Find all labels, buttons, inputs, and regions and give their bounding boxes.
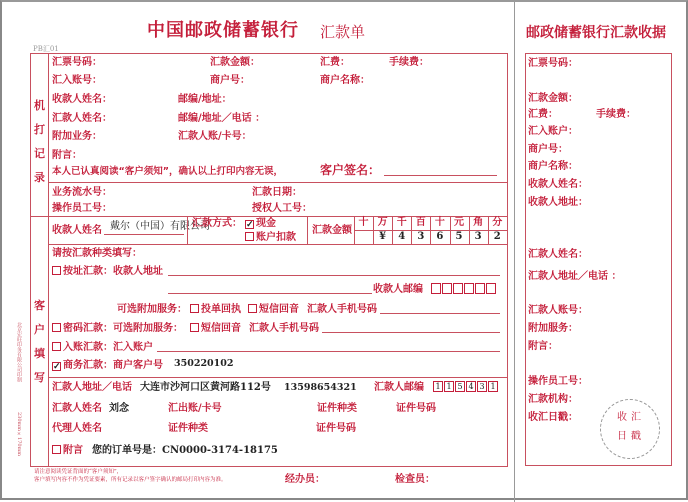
amount-digit[interactable]: 2 bbox=[493, 231, 501, 242]
handling-fee-label: 手续费： bbox=[389, 57, 429, 68]
note-value[interactable]: 您的订单号是：CN0000-3174-18175 bbox=[92, 445, 278, 456]
sms-reply-option-2[interactable]: 短信回音 bbox=[190, 323, 241, 335]
receipt-item-label: 汇费： bbox=[528, 109, 558, 120]
addr-remit-checkbox[interactable] bbox=[52, 266, 61, 275]
id-type-label: 证件种类 bbox=[317, 403, 357, 414]
method-label: 汇款方式： bbox=[192, 218, 242, 229]
receipt-handling-fee-label: 手续费： bbox=[596, 109, 636, 120]
note-option[interactable]: 附言 bbox=[52, 445, 83, 457]
serial-no-label: 业务流水号： bbox=[52, 187, 112, 198]
form-title: 中国邮政储蓄银行 bbox=[147, 20, 299, 41]
payer-addr-label: 汇款人地址／电话 bbox=[52, 382, 132, 393]
section-divider bbox=[48, 54, 49, 466]
printer-credit: 北京宏旺印务有限公司印制 bbox=[16, 322, 22, 382]
delivery-receipt-option[interactable]: 投单回执 bbox=[190, 304, 241, 316]
payee-address-field[interactable] bbox=[168, 275, 500, 276]
payer-mobile-label: 汇款人手机号码 bbox=[307, 304, 377, 315]
fee-label: 汇费： bbox=[320, 57, 350, 68]
amount-unit: 元 bbox=[454, 217, 464, 228]
divider bbox=[48, 182, 507, 183]
payer-name-value[interactable]: 刘念 bbox=[109, 403, 129, 414]
divider bbox=[307, 216, 308, 244]
account-debit-checkbox[interactable] bbox=[245, 232, 254, 241]
receipt-item-label: 汇款金额： bbox=[528, 93, 578, 104]
password-remit-option[interactable]: 密码汇款：可选附加服务： bbox=[52, 323, 183, 335]
fill-by-type-label: 请按汇款种类填写： bbox=[52, 248, 142, 259]
merchant-customer-no[interactable]: 350220102 bbox=[174, 358, 234, 369]
receipt-item-label: 汇款人地址／电话 ： bbox=[528, 271, 622, 282]
payer-name-label: 汇款人姓名： bbox=[52, 113, 112, 124]
payee-address-field-2[interactable] bbox=[168, 293, 372, 294]
signature-label: 客户签名： bbox=[320, 163, 381, 177]
date-stamp-circle bbox=[600, 399, 660, 459]
payee-name-label: 收款人姓名 bbox=[52, 225, 102, 236]
out-account-label: 汇出账/卡号 bbox=[168, 403, 222, 414]
remit-date-label: 汇款日期： bbox=[252, 187, 302, 198]
underline bbox=[104, 234, 184, 235]
business-remit-option[interactable]: ✓ 商务汇款：商户客户号 bbox=[53, 360, 163, 372]
form-code: PB汇01 bbox=[33, 45, 59, 53]
amount-unit: 百 bbox=[415, 217, 426, 228]
divider bbox=[187, 216, 188, 244]
agent-id-type-label: 证件种类 bbox=[168, 423, 208, 434]
size-print: 230mm×170mm bbox=[16, 412, 22, 457]
amount-label: 汇款金额： bbox=[210, 57, 260, 68]
payer-account-label: 汇款人账/卡号： bbox=[178, 131, 252, 142]
post-addr-label: 邮编/地址： bbox=[178, 94, 232, 105]
amount-digit[interactable]: ¥ bbox=[379, 231, 387, 242]
form-title-suffix: 汇款单 bbox=[320, 23, 366, 41]
amount-unit: 十 bbox=[358, 217, 369, 228]
receipt-item-label: 汇款机构： bbox=[528, 394, 578, 405]
cash-checkbox[interactable]: ✓ bbox=[246, 220, 254, 230]
id-no-label: 证件号码 bbox=[396, 403, 436, 414]
handler-label: 经办员： bbox=[285, 474, 325, 485]
amount-label: 汇款金额 bbox=[312, 225, 352, 236]
footer-note-2: 客户填写内容不作为凭证要素，所有记录以客户签字确认的邮局打印内容为准。 bbox=[34, 477, 227, 483]
machine-section-label: 机 打 记 录 bbox=[34, 99, 45, 184]
addr-remit-option[interactable]: 按址汇款：收款人地址 bbox=[52, 266, 163, 278]
merchant-name-label: 商户名称： bbox=[320, 75, 370, 86]
stamp-text-2: 日戳 bbox=[617, 431, 645, 442]
divider bbox=[48, 244, 507, 245]
payee-postcode-label: 收款人邮编 bbox=[373, 284, 423, 295]
payer-postcode-label: 汇款人邮编 bbox=[374, 382, 424, 393]
payer-mobile-field[interactable] bbox=[380, 313, 500, 314]
receipt-item-label: 汇款人姓名： bbox=[528, 249, 588, 260]
sms-reply-option[interactable]: 短信回音 bbox=[248, 304, 299, 316]
receipt-item-label: 商户号： bbox=[528, 144, 568, 155]
payer-mobile-field-2[interactable] bbox=[322, 332, 500, 333]
amount-digit[interactable]: 5 bbox=[455, 231, 463, 242]
merchant-no-label: 商户号： bbox=[210, 75, 250, 86]
amount-unit: 角 bbox=[473, 217, 484, 228]
receipt-item-label: 汇款人账号： bbox=[528, 305, 588, 316]
payer-mobile-label-2: 汇款人手机号码 bbox=[249, 323, 319, 334]
amount-digit[interactable]: 3 bbox=[474, 231, 482, 242]
receipt-item-label: 收汇日戳： bbox=[528, 412, 578, 423]
receipt-item-label: 收款人姓名： bbox=[528, 179, 588, 190]
client-section-label: 客 户 填 写 bbox=[34, 299, 45, 384]
extra-service-label: 附加业务： bbox=[52, 131, 102, 142]
receipt-item-label: 操作员工号： bbox=[528, 376, 588, 387]
payee-name-label: 收款人姓名： bbox=[52, 94, 112, 105]
receipt-item-label: 汇票号码： bbox=[528, 58, 578, 69]
payer-postcode-boxes[interactable]: 1 1 5 4 3 1 bbox=[432, 381, 498, 393]
perforation-line bbox=[514, 2, 515, 502]
account-debit-option[interactable]: 账户扣款 bbox=[245, 232, 296, 244]
stamp-text-1: 收汇 bbox=[617, 412, 645, 423]
payer-tel-value[interactable]: 13598654321 bbox=[284, 382, 357, 393]
cash-option[interactable]: ✓ 现金 bbox=[246, 218, 276, 230]
amount-unit: 千 bbox=[396, 217, 407, 228]
payee-postcode-boxes[interactable] bbox=[430, 283, 496, 298]
account-remit-option[interactable]: 入账汇款：汇入账户 bbox=[52, 342, 153, 354]
operator-no-label: 操作员工号： bbox=[52, 203, 112, 214]
payer-name-label: 汇款人姓名 bbox=[52, 403, 102, 414]
footer-note-1: 请注意阅读凭证背面的“客户须知”， bbox=[34, 469, 123, 475]
amount-unit: 十 bbox=[434, 217, 445, 228]
ticket-no-label: 汇票号码： bbox=[52, 57, 102, 68]
amount-digit[interactable]: 3 bbox=[417, 231, 425, 242]
receipt-title: 邮政储蓄银行汇款收据 bbox=[526, 25, 666, 41]
amount-digit[interactable]: 6 bbox=[436, 231, 444, 242]
in-account-label: 汇入账号： bbox=[52, 75, 102, 86]
payee-name-value[interactable]: 戴尔（中国）有限公司 bbox=[110, 221, 210, 232]
payer-addr-value[interactable]: 大连市沙河口区黄河路112号 bbox=[140, 382, 271, 393]
in-account-field[interactable] bbox=[157, 351, 500, 352]
amount-digit[interactable]: 4 bbox=[398, 231, 406, 242]
receipt-item-label: 附言： bbox=[528, 341, 558, 352]
amount-unit: 分 bbox=[492, 217, 503, 228]
signature-line[interactable] bbox=[384, 175, 497, 176]
divider bbox=[48, 377, 507, 378]
note-label: 附言： bbox=[52, 150, 82, 161]
agent-id-no-label: 证件号码 bbox=[316, 423, 356, 434]
statement-text: 本人已认真阅读“客户须知”，确认以上打印内容无误， bbox=[52, 166, 283, 177]
checker-label: 检查员： bbox=[395, 474, 435, 485]
authorizer-no-label: 授权人工号： bbox=[252, 203, 312, 214]
receipt-item-label: 汇入账户： bbox=[528, 126, 578, 137]
agent-name-label: 代理人姓名 bbox=[52, 423, 102, 434]
optional-service-label: 可选附加服务： bbox=[117, 304, 187, 315]
receipt-item-label: 商户名称： bbox=[528, 161, 578, 172]
post-addr-tel-label: 邮编/地址／电话 ： bbox=[178, 113, 266, 124]
amount-unit: 万 bbox=[377, 217, 388, 228]
receipt-item-label: 收款人地址： bbox=[528, 197, 588, 208]
receipt-item-label: 附加服务： bbox=[528, 323, 578, 334]
